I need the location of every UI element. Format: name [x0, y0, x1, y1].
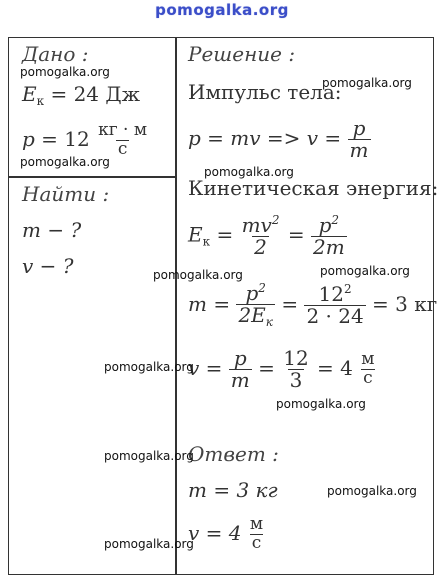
given-momentum-unit-den: с — [117, 138, 128, 159]
column-divider — [175, 38, 177, 574]
mass-fraction-2-num: 12 — [318, 282, 344, 307]
kinetic-fraction-2-sup: 2 — [331, 213, 340, 227]
answer-velocity-unit-den: с — [251, 532, 262, 553]
kinetic-symbol: E — [188, 222, 203, 247]
velocity-result: = 4 — [317, 356, 353, 380]
given-energy — [22, 82, 140, 108]
watermark: pomogalka.org — [204, 165, 294, 179]
velocity-formula-left: v = — [188, 356, 223, 380]
kinetic-fraction-2-num: p — [318, 213, 332, 237]
given-energy-symbol: E — [22, 82, 37, 106]
velocity-fraction-2-den: 3 — [289, 368, 303, 392]
mass-fraction-1-num: p — [245, 281, 259, 305]
given-momentum-unit — [96, 122, 149, 159]
mass-fraction-1-sup: 2 — [258, 281, 266, 295]
mass-fraction-1-den: 2E — [238, 303, 266, 327]
answer-velocity — [188, 516, 265, 553]
momentum-formula — [188, 118, 371, 161]
mass-formula — [188, 282, 437, 329]
answer-velocity-unit-num: м — [249, 514, 264, 534]
given-energy-value: = 24 Дж — [50, 82, 141, 106]
answer-mass — [188, 478, 278, 502]
kinetic-fraction-2 — [311, 214, 347, 258]
solution-heading: Решение : — [188, 42, 296, 66]
find-mass: m − ? — [22, 218, 82, 242]
momentum-fraction-den: m — [349, 138, 369, 162]
velocity-unit — [359, 351, 376, 388]
mass-fraction-2 — [304, 283, 365, 327]
answer-mass-text: m = 3 кг — [188, 478, 278, 502]
momentum-fraction-num: p — [352, 116, 366, 140]
given-energy-sub: к — [36, 94, 45, 108]
velocity-unit-num: м — [361, 349, 375, 370]
kinetic-fraction-2-den: 2m — [312, 235, 345, 259]
given-momentum — [22, 122, 149, 159]
watermark: pomogalka.org — [327, 484, 417, 498]
watermark: pomogalka.org — [104, 537, 194, 551]
kinetic-label: Кинетическая энергия: — [188, 176, 439, 200]
velocity-fraction-1-den: m — [230, 368, 250, 392]
momentum-label: Импульс тела: — [188, 80, 342, 104]
velocity-unit-den: с — [363, 368, 373, 388]
mass-result: = 3 кг — [372, 291, 438, 316]
kinetic-fraction-1-sup: 2 — [271, 213, 280, 227]
mass-fraction-1-den-sub: к — [265, 315, 273, 329]
watermark: pomogalka.org — [153, 268, 243, 282]
given-find-divider — [9, 176, 176, 178]
velocity-fraction-2 — [281, 348, 310, 391]
momentum-formula-left: p = mv => v = — [188, 126, 342, 150]
mass-formula-left: m = — [188, 291, 231, 316]
watermark: pomogalka.org — [20, 65, 110, 79]
velocity-eq: = — [258, 356, 275, 380]
velocity-fraction-1 — [229, 348, 252, 391]
watermark: pomogalka.org — [104, 449, 194, 463]
velocity-formula — [188, 348, 376, 391]
mass-eq: = — [281, 291, 299, 316]
watermark: pomogalka.org — [276, 397, 366, 411]
momentum-fraction — [348, 118, 371, 161]
mass-fraction-2-sup: 2 — [343, 282, 352, 297]
answer-velocity-unit — [248, 516, 265, 553]
answer-heading: Ответ : — [188, 442, 279, 466]
kinetic-eq2: = — [287, 222, 305, 247]
watermark: pomogalka.org — [20, 155, 110, 169]
kinetic-eq: = — [216, 222, 234, 247]
find-heading: Найти : — [22, 182, 110, 206]
mass-fraction-2-den: 2 · 24 — [306, 304, 364, 329]
velocity-fraction-2-num: 12 — [283, 346, 309, 370]
watermark: pomogalka.org — [320, 264, 410, 278]
watermark: pomogalka.org — [322, 76, 412, 90]
kinetic-sub: к — [202, 234, 211, 249]
mass-fraction-1 — [236, 282, 275, 329]
kinetic-fraction-1-num: mv — [241, 213, 272, 237]
velocity-fraction-1-num: p — [233, 346, 247, 370]
given-heading: Дано : — [22, 42, 89, 66]
answer-velocity-left: v = 4 — [188, 520, 242, 545]
given-momentum-symbol: p — [22, 126, 35, 151]
kinetic-fraction-1 — [240, 214, 282, 258]
given-momentum-unit-num: кг · м — [98, 120, 148, 140]
find-velocity: v − ? — [22, 254, 74, 278]
kinetic-formula — [188, 214, 347, 258]
site-watermark-top: pomogalka.org — [155, 1, 289, 19]
watermark: pomogalka.org — [104, 360, 194, 374]
kinetic-fraction-1-den: 2 — [254, 235, 267, 259]
given-momentum-value: = 12 — [41, 126, 90, 151]
